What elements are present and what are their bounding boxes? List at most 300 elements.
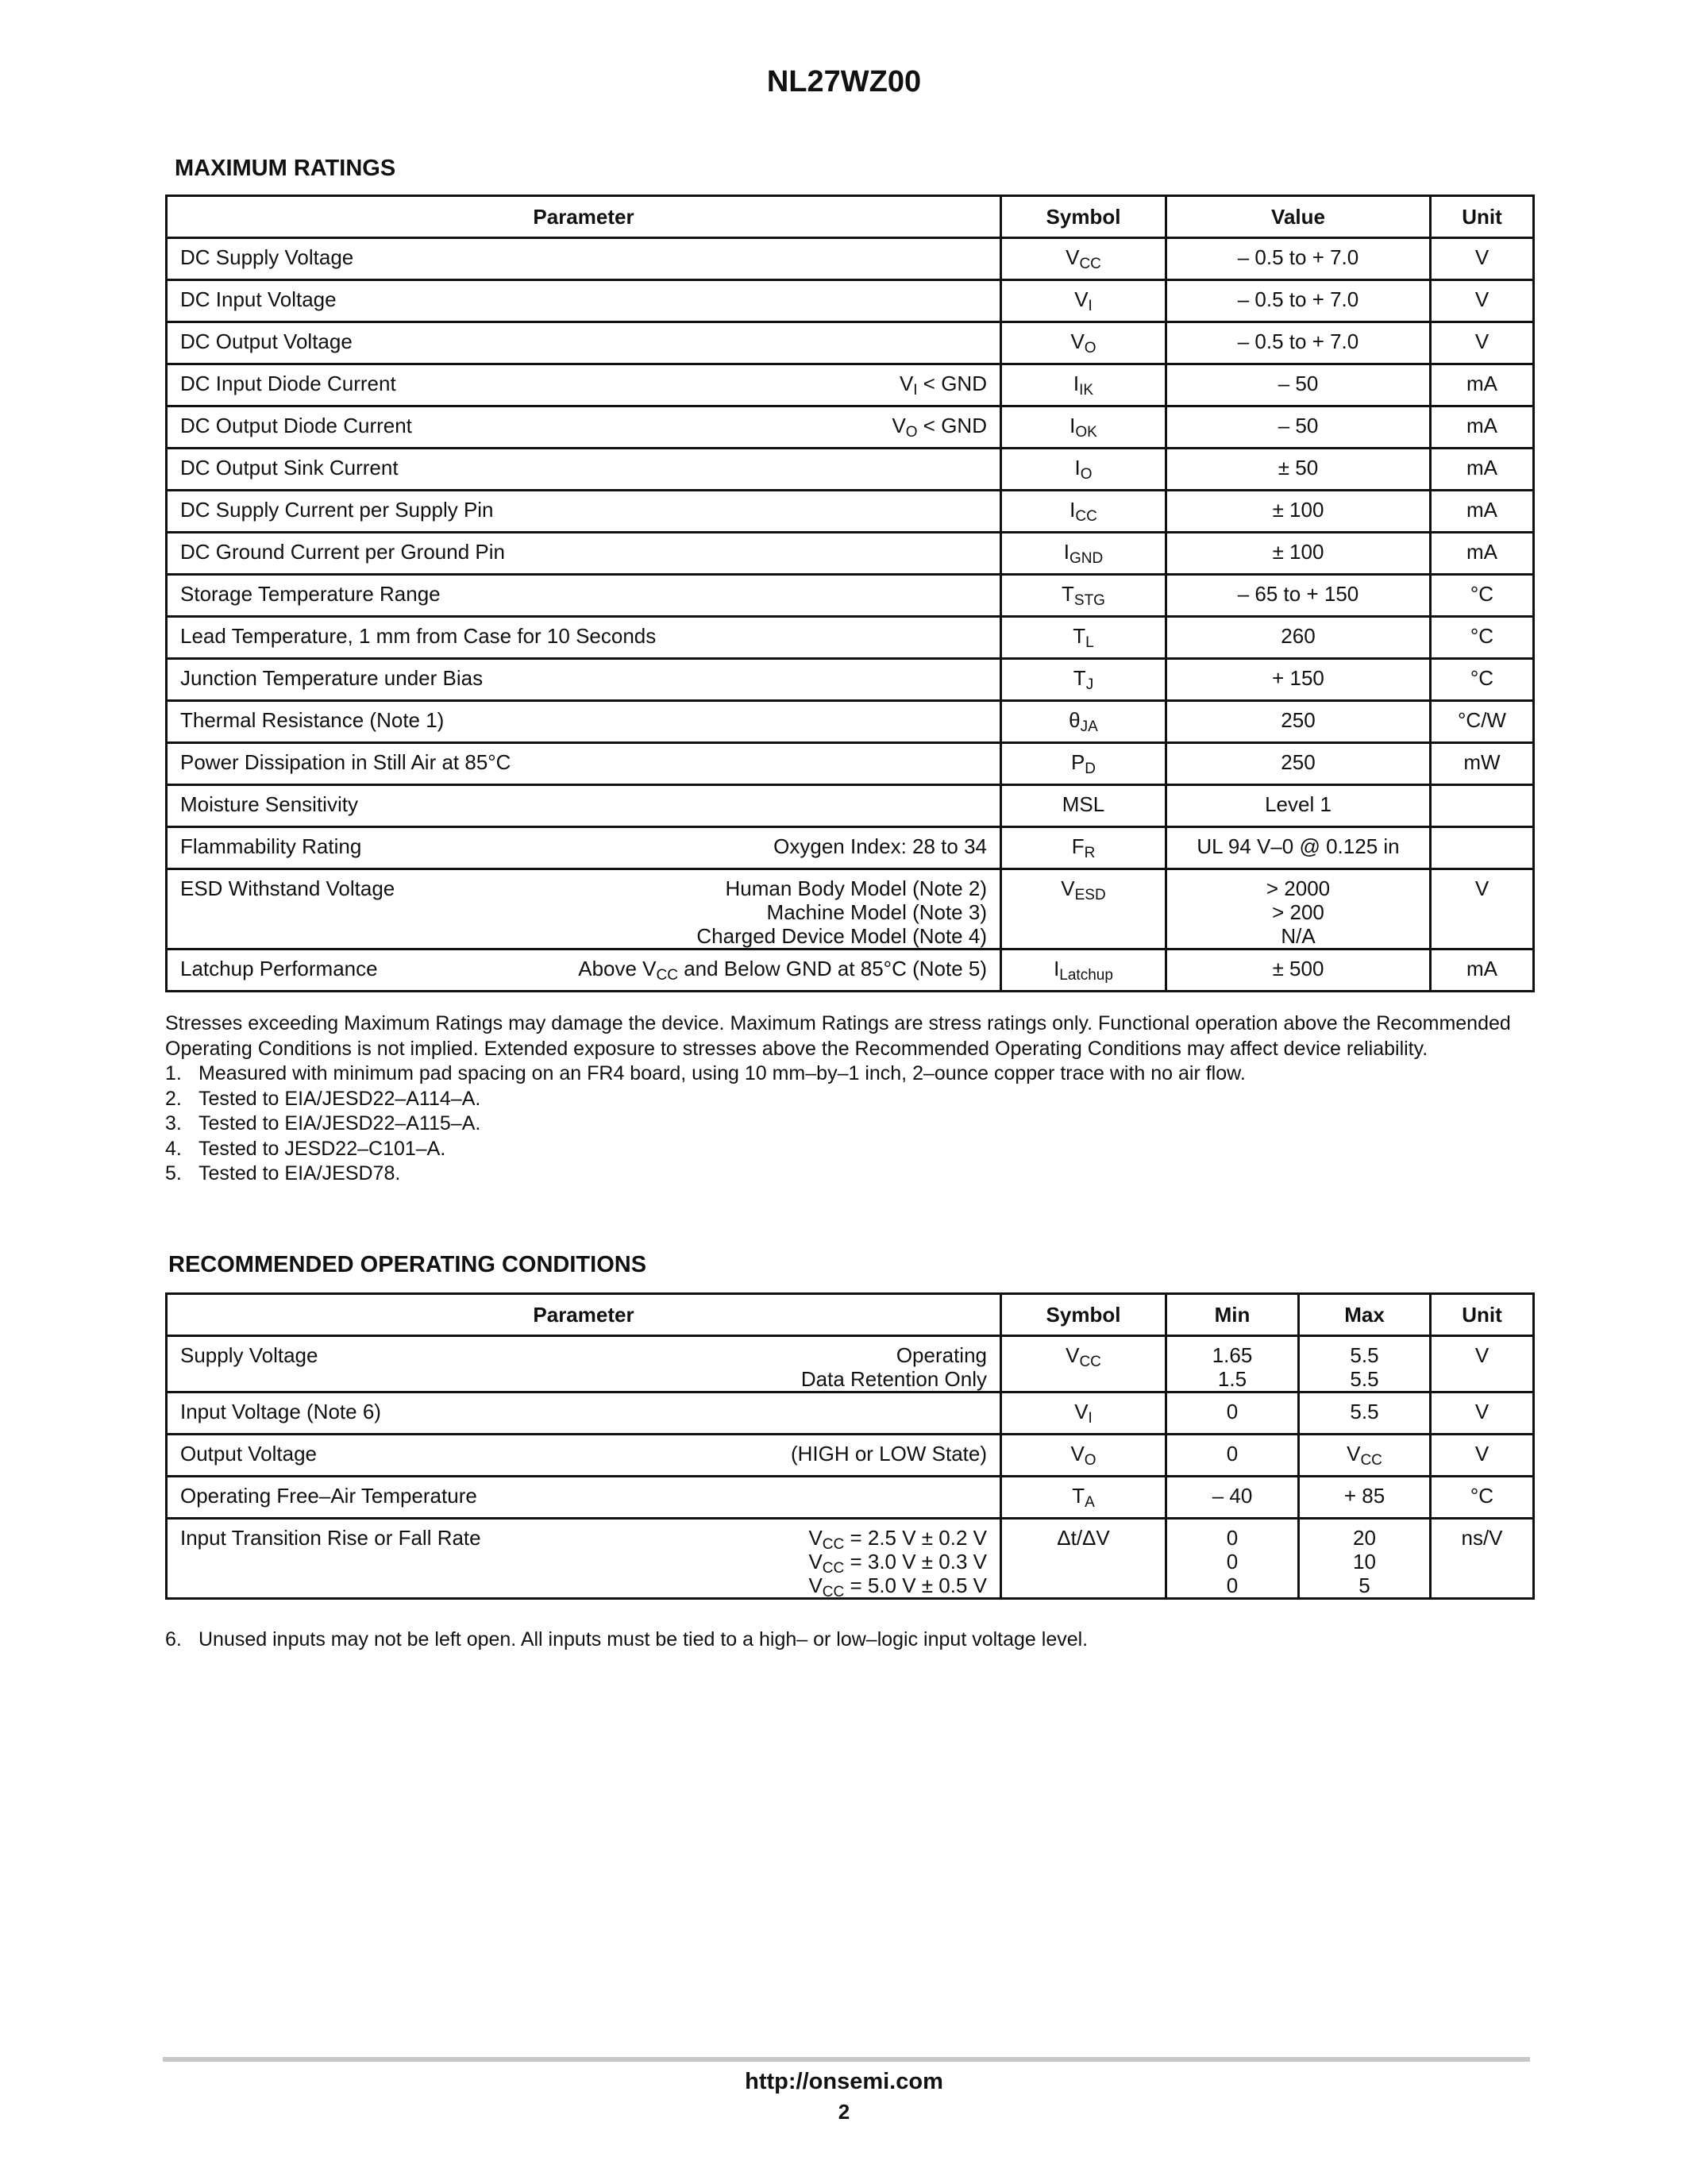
parameter-content xyxy=(168,1435,1000,1466)
maximum-ratings-title: MAXIMUM RATINGS xyxy=(175,156,396,181)
value-cell xyxy=(1166,491,1431,533)
header-unit: Unit xyxy=(1431,196,1534,238)
parameter-content xyxy=(168,1393,1000,1423)
unit xyxy=(1432,786,1532,792)
maximum-ratings-notes xyxy=(165,1011,1532,1187)
note-item xyxy=(165,1061,1532,1087)
table-row xyxy=(167,364,1534,406)
recommended-operating-conditions-table xyxy=(165,1292,1535,1600)
parameter-cell xyxy=(167,238,1001,280)
condition-line xyxy=(808,1573,987,1600)
table-row xyxy=(167,533,1534,575)
value: 250 xyxy=(1281,708,1316,732)
subscript: D xyxy=(1085,761,1096,777)
symbol xyxy=(1002,744,1165,777)
min-value: – 40 xyxy=(1212,1484,1253,1508)
value-cell xyxy=(1166,827,1431,869)
value: – 0.5 to + 7.0 xyxy=(1237,329,1359,353)
unit-cell xyxy=(1431,869,1534,949)
unit-cell xyxy=(1431,949,1534,992)
value-cell xyxy=(1166,743,1431,785)
header-parameter: Parameter xyxy=(167,1294,1001,1336)
table-row xyxy=(167,1435,1534,1477)
unit: mA xyxy=(1466,957,1497,980)
parameter-content xyxy=(168,660,1000,690)
parameter-cell xyxy=(167,869,1001,949)
text-part: MSL xyxy=(1062,792,1105,816)
symbol-cell xyxy=(1001,533,1166,575)
unit-cell xyxy=(1431,1392,1534,1435)
symbol-cell xyxy=(1001,280,1166,322)
text-part: I xyxy=(1069,414,1076,437)
unit-cell xyxy=(1431,1519,1534,1599)
document-title: NL27WZ00 xyxy=(766,65,922,98)
subscript: CC xyxy=(656,967,678,984)
subscript: CC xyxy=(1360,1452,1382,1469)
parameter-content xyxy=(168,449,1000,480)
parameter-cell xyxy=(167,1392,1001,1435)
text-part: V xyxy=(1070,1442,1085,1466)
subscript: Latchup xyxy=(1059,967,1113,984)
unit-cell xyxy=(1431,659,1534,701)
text-part: = 5.0 V ± 0.5 V xyxy=(844,1573,987,1597)
value: – 50 xyxy=(1278,372,1319,395)
symbol-cell xyxy=(1001,322,1166,364)
symbol-cell xyxy=(1001,238,1166,280)
parameter-condition xyxy=(899,372,987,399)
parameter-content xyxy=(168,1477,1000,1508)
parameter-content xyxy=(168,1520,1000,1600)
parameter-condition xyxy=(892,414,987,441)
text-part: 5.5 5.5 xyxy=(1350,1343,1379,1391)
unit: V xyxy=(1474,287,1490,311)
parameter-content xyxy=(168,281,1000,311)
text-part: V xyxy=(1347,1442,1361,1466)
table-row xyxy=(167,575,1534,617)
min-value: 0 xyxy=(1226,1442,1239,1466)
max-value xyxy=(1300,1337,1429,1391)
subscript: R xyxy=(1084,845,1096,861)
parameter-name: DC Input Diode Current xyxy=(180,372,396,395)
min-value: 0 0 0 xyxy=(1226,1526,1239,1597)
parameter-content xyxy=(168,870,1000,948)
symbol-cell xyxy=(1001,659,1166,701)
symbol-cell xyxy=(1001,785,1166,827)
recommended-operating-conditions-notes xyxy=(165,1627,1532,1653)
text-part: Δt/ΔV xyxy=(1057,1526,1110,1550)
parameter-condition xyxy=(696,876,987,948)
symbol xyxy=(1002,449,1165,483)
value: > 2000 > 200 N/A xyxy=(1266,876,1331,948)
symbol xyxy=(1002,1393,1165,1427)
text-part: T xyxy=(1062,582,1074,606)
symbol xyxy=(1002,1520,1165,1550)
unit: V xyxy=(1474,1343,1490,1367)
header-parameter: Parameter xyxy=(167,196,1001,238)
note-number: 6. xyxy=(165,1628,182,1651)
unit: V xyxy=(1474,1400,1490,1423)
unit: V xyxy=(1474,1442,1490,1466)
text-part: V xyxy=(808,1573,823,1597)
unit-cell xyxy=(1431,322,1534,364)
max-value xyxy=(1300,1520,1429,1597)
text-part: T xyxy=(1072,1484,1085,1508)
subscript: A xyxy=(1085,1494,1095,1511)
min-cell xyxy=(1166,1392,1299,1435)
subscript: I xyxy=(1088,1410,1093,1427)
parameter-cell xyxy=(167,659,1001,701)
condition-line xyxy=(801,1367,987,1391)
max-value xyxy=(1300,1393,1429,1423)
symbol xyxy=(1002,1435,1165,1469)
note-text: Unused inputs may not be left open. All inputs must be tied to a high– or low–logic input voltage level. xyxy=(198,1628,1089,1651)
parameter-cell xyxy=(167,406,1001,449)
max-cell xyxy=(1299,1336,1431,1392)
parameter-content xyxy=(168,786,1000,816)
footer-divider xyxy=(163,2057,1530,2062)
value: 250 xyxy=(1281,750,1316,774)
symbol xyxy=(1002,828,1165,861)
unit-cell xyxy=(1431,238,1534,280)
subscript: OK xyxy=(1075,424,1097,441)
text-part: V xyxy=(1061,876,1075,900)
header-max: Max xyxy=(1299,1294,1431,1336)
parameter-cell xyxy=(167,701,1001,743)
value-cell xyxy=(1166,949,1431,992)
maximum-ratings-table xyxy=(165,195,1535,992)
text-part: T xyxy=(1073,624,1086,648)
unit-cell xyxy=(1431,785,1534,827)
subscript: O xyxy=(1084,340,1096,356)
subscript: CC xyxy=(1075,508,1097,525)
parameter-condition xyxy=(808,1526,987,1600)
min-cell xyxy=(1166,1519,1299,1599)
subscript: ESD xyxy=(1074,887,1106,903)
parameter-name: Storage Temperature Range xyxy=(180,582,441,606)
note-item xyxy=(165,1137,1532,1162)
parameter-name: DC Output Sink Current xyxy=(180,456,399,480)
parameter-cell xyxy=(167,575,1001,617)
subscript: L xyxy=(1085,634,1094,651)
parameter-cell xyxy=(167,449,1001,491)
parameter-name: Latchup Performance xyxy=(180,957,378,980)
symbol xyxy=(1002,533,1165,567)
parameter-name: Lead Temperature, 1 mm from Case for 10 Seconds xyxy=(180,624,657,648)
header-symbol: Symbol xyxy=(1001,196,1166,238)
unit: °C xyxy=(1470,624,1494,648)
parameter-name: ESD Withstand Voltage xyxy=(180,876,395,900)
unit: V xyxy=(1474,245,1490,269)
value: ± 100 xyxy=(1272,540,1324,564)
value: ± 100 xyxy=(1272,498,1324,522)
subscript: I xyxy=(1088,298,1093,314)
table-row xyxy=(167,659,1534,701)
note-number: 3. xyxy=(165,1112,182,1134)
condition-line xyxy=(808,1526,987,1553)
condition-line xyxy=(791,1442,987,1466)
max-cell xyxy=(1299,1392,1431,1435)
subscript: J xyxy=(1085,676,1094,693)
text-part: = 3.0 V ± 0.3 V xyxy=(844,1550,987,1573)
symbol-cell xyxy=(1001,827,1166,869)
text-part: Human Body Model (Note 2) Machine Model (Note 3) Charged Device Model (Note 4) xyxy=(696,876,987,948)
unit: mA xyxy=(1466,372,1497,395)
table-row xyxy=(167,827,1534,869)
symbol xyxy=(1002,491,1165,525)
parameter-name: Junction Temperature under Bias xyxy=(180,666,484,690)
parameter-name: Supply Voltage xyxy=(180,1343,318,1367)
parameter-cell xyxy=(167,1477,1001,1519)
unit-cell xyxy=(1431,406,1534,449)
min-cell xyxy=(1166,1477,1299,1519)
unit: °C xyxy=(1470,582,1494,606)
unit: ns/V xyxy=(1461,1526,1503,1550)
symbol-cell xyxy=(1001,449,1166,491)
parameter-name: Thermal Resistance (Note 1) xyxy=(180,708,445,732)
text-part: + 85 xyxy=(1343,1484,1385,1508)
value: Level 1 xyxy=(1265,792,1332,816)
symbol-cell xyxy=(1001,491,1166,533)
parameter-cell xyxy=(167,491,1001,533)
value-cell xyxy=(1166,701,1431,743)
page-number: 2 xyxy=(838,2100,850,2124)
unit: mA xyxy=(1466,414,1497,437)
value-cell xyxy=(1166,617,1431,659)
table-row xyxy=(167,322,1534,364)
text-part: P xyxy=(1070,750,1085,774)
table-row xyxy=(167,1519,1534,1599)
unit-cell xyxy=(1431,1477,1534,1519)
header-value: Value xyxy=(1166,196,1431,238)
parameter-content xyxy=(168,828,1000,858)
text-part: V xyxy=(899,372,914,395)
parameter-name: DC Supply Current per Supply Pin xyxy=(180,498,494,522)
value: UL 94 V–0 @ 0.125 in xyxy=(1197,834,1400,858)
symbol-cell xyxy=(1001,869,1166,949)
subscript: STG xyxy=(1073,592,1105,609)
symbol xyxy=(1002,702,1165,735)
parameter-condition xyxy=(578,957,987,984)
note-text: Tested to EIA/JESD22–A115–A. xyxy=(198,1112,481,1134)
parameter-content xyxy=(168,950,1000,984)
subscript: GND xyxy=(1069,550,1104,567)
symbol-cell xyxy=(1001,1435,1166,1477)
note-text: Tested to EIA/JESD22–A114–A. xyxy=(198,1087,481,1110)
note-number: 4. xyxy=(165,1137,182,1160)
text-part: V xyxy=(892,414,906,437)
stress-notice: Stresses exceeding Maximum Ratings may damage the device. Maximum Ratings are stress ratings only. Functional operation above the Recommended Operating Conditions is not implied. Extended exposure to stresses above the Recommended Operating Conditions may affect device reliability. xyxy=(165,1012,1511,1060)
text-part: Above V xyxy=(578,957,657,980)
symbol-cell xyxy=(1001,1336,1166,1392)
text-part: 20 10 5 xyxy=(1353,1526,1376,1597)
symbol xyxy=(1002,618,1165,651)
max-value xyxy=(1300,1435,1429,1469)
parameter-cell xyxy=(167,617,1001,659)
subscript: IK xyxy=(1079,382,1094,399)
header-unit: Unit xyxy=(1431,1294,1534,1336)
symbol xyxy=(1002,365,1165,399)
value-cell xyxy=(1166,785,1431,827)
unit: mA xyxy=(1466,456,1497,480)
value: 260 xyxy=(1281,624,1316,648)
parameter-cell xyxy=(167,1519,1001,1599)
parameter-name: DC Supply Voltage xyxy=(180,245,354,269)
symbol-cell xyxy=(1001,406,1166,449)
symbol-cell xyxy=(1001,701,1166,743)
unit: °C/W xyxy=(1458,708,1506,732)
symbol-cell xyxy=(1001,575,1166,617)
value-cell xyxy=(1166,533,1431,575)
symbol-cell xyxy=(1001,1519,1166,1599)
symbol-cell xyxy=(1001,949,1166,992)
parameter-cell xyxy=(167,322,1001,364)
table-header-row xyxy=(167,1294,1534,1336)
parameter-name: DC Input Voltage xyxy=(180,287,337,311)
max-value xyxy=(1300,1477,1429,1508)
value: ± 50 xyxy=(1278,456,1319,480)
table-row xyxy=(167,1477,1534,1519)
subscript: O xyxy=(1080,466,1093,483)
value: + 150 xyxy=(1272,666,1324,690)
parameter-name: DC Output Diode Current xyxy=(180,414,412,437)
symbol xyxy=(1002,1477,1165,1511)
text-part: Data Retention Only xyxy=(800,1367,987,1391)
note-text: Measured with minimum pad spacing on an FR4 board, using 10 mm–by–1 inch, 2–ounce copper trace with no air flow. xyxy=(198,1062,1246,1084)
note-number: 5. xyxy=(165,1162,182,1184)
parameter-cell xyxy=(167,743,1001,785)
unit: mA xyxy=(1466,540,1497,564)
value: – 65 to + 150 xyxy=(1237,582,1359,606)
text-part: V xyxy=(1066,245,1080,269)
note-text: Tested to EIA/JESD78. xyxy=(198,1162,401,1184)
parameter-content xyxy=(168,407,1000,441)
table-row xyxy=(167,701,1534,743)
condition-line xyxy=(801,1343,987,1367)
subscript: CC xyxy=(822,1560,845,1577)
unit-cell xyxy=(1431,491,1534,533)
subscript: CC xyxy=(822,1584,845,1600)
value-cell xyxy=(1166,280,1431,322)
parameter-condition xyxy=(791,1442,987,1466)
symbol-cell xyxy=(1001,617,1166,659)
text-part: V xyxy=(1074,1400,1089,1423)
table-row xyxy=(167,1392,1534,1435)
note-item xyxy=(165,1161,1532,1187)
max-cell xyxy=(1299,1519,1431,1599)
unit-cell xyxy=(1431,617,1534,659)
text-part: T xyxy=(1073,666,1086,690)
parameter-cell xyxy=(167,785,1001,827)
text-part: I xyxy=(1069,498,1076,522)
unit-cell xyxy=(1431,1336,1534,1392)
unit: mA xyxy=(1466,498,1497,522)
unit-cell xyxy=(1431,533,1534,575)
table-row xyxy=(167,949,1534,992)
parameter-condition xyxy=(773,834,987,858)
value-cell xyxy=(1166,869,1431,949)
text-part: Operating xyxy=(896,1343,987,1367)
text-part: < GND xyxy=(917,414,987,437)
parameter-content xyxy=(168,323,1000,353)
text-part: I xyxy=(1054,957,1060,980)
parameter-content xyxy=(168,533,1000,564)
subscript: CC xyxy=(1079,1354,1101,1370)
max-cell xyxy=(1299,1477,1431,1519)
parameter-name: Operating Free–Air Temperature xyxy=(180,1484,477,1508)
parameter-cell xyxy=(167,827,1001,869)
symbol xyxy=(1002,323,1165,356)
unit-cell xyxy=(1431,743,1534,785)
parameter-name: Flammability Rating xyxy=(180,834,362,858)
table-row xyxy=(167,869,1534,949)
min-cell xyxy=(1166,1336,1299,1392)
unit xyxy=(1432,828,1532,834)
unit: °C xyxy=(1470,1484,1494,1508)
parameter-content xyxy=(168,702,1000,732)
symbol-cell xyxy=(1001,1392,1166,1435)
subscript: JA xyxy=(1080,718,1098,735)
max-cell xyxy=(1299,1435,1431,1477)
table-row xyxy=(167,406,1534,449)
subscript: O xyxy=(1084,1452,1096,1469)
unit: V xyxy=(1474,876,1490,900)
subscript: O xyxy=(905,424,918,441)
note-item xyxy=(165,1627,1532,1653)
symbol xyxy=(1002,1337,1165,1370)
text-part: (HIGH or LOW State) xyxy=(790,1442,987,1466)
parameter-cell xyxy=(167,949,1001,992)
symbol xyxy=(1002,950,1165,984)
parameter-content xyxy=(168,365,1000,399)
footer-url-link[interactable]: http://onsemi.com xyxy=(745,2069,943,2094)
value: – 0.5 to + 7.0 xyxy=(1237,287,1359,311)
symbol xyxy=(1002,407,1165,441)
note-text: Tested to JESD22–C101–A. xyxy=(198,1137,446,1160)
text-part: < GND xyxy=(917,372,987,395)
parameter-content xyxy=(168,491,1000,522)
text-part: Oxygen Index: 28 to 34 xyxy=(773,834,987,858)
parameter-cell xyxy=(167,1336,1001,1392)
symbol xyxy=(1002,660,1165,693)
subscript: CC xyxy=(822,1536,845,1553)
value-cell xyxy=(1166,364,1431,406)
table-header-row xyxy=(167,196,1534,238)
value-cell xyxy=(1166,238,1431,280)
table-row xyxy=(167,449,1534,491)
parameter-content xyxy=(168,576,1000,606)
value-cell xyxy=(1166,449,1431,491)
parameter-name: Input Voltage (Note 6) xyxy=(180,1400,381,1423)
symbol xyxy=(1002,786,1165,816)
table-row xyxy=(167,238,1534,280)
value-cell xyxy=(1166,659,1431,701)
unit: mW xyxy=(1463,750,1501,774)
parameter-cell xyxy=(167,1435,1001,1477)
value: – 50 xyxy=(1278,414,1319,437)
recommended-operating-conditions-title: RECOMMENDED OPERATING CONDITIONS xyxy=(168,1252,647,1277)
header-min: Min xyxy=(1166,1294,1299,1336)
parameter-content xyxy=(168,239,1000,269)
symbol xyxy=(1002,870,1165,903)
value-cell xyxy=(1166,322,1431,364)
text-part: V xyxy=(808,1526,823,1550)
symbol-cell xyxy=(1001,364,1166,406)
parameter-content xyxy=(168,744,1000,774)
symbol xyxy=(1002,281,1165,314)
unit-cell xyxy=(1431,575,1534,617)
table-row xyxy=(167,785,1534,827)
parameter-condition xyxy=(801,1343,987,1391)
